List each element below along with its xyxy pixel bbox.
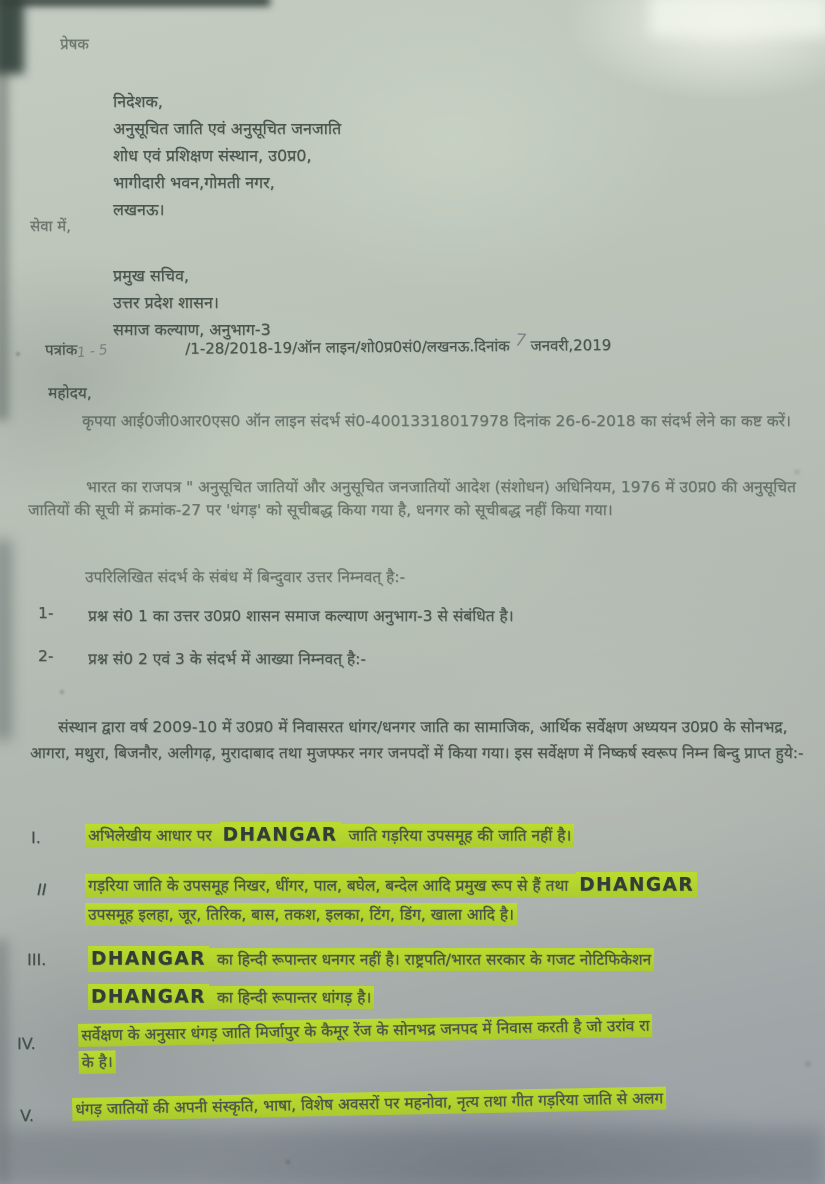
dhangar-word: DHANGAR [576, 872, 697, 898]
address-line: अनुसूचित जाति एवं अनुसूचित जनजाति [113, 119, 342, 138]
address-line: भागीदारी भवन,गोमती नगर, [113, 173, 275, 192]
sender-label: प्रेषक [60, 35, 89, 53]
finding-item [85, 822, 790, 848]
finding-text-segment: का हिन्दी रूपान्तर धांगड़ है। [209, 986, 374, 1009]
dhangar-word: DHANGAR [220, 822, 341, 848]
finding-item [85, 870, 823, 929]
finding-text-segment: जाति गड़रिया उपसमूह की जाति नहीं है। [341, 824, 575, 847]
finding-numeral: I. [31, 828, 41, 847]
letter-date-suffix: जनवरी,2019 [530, 336, 612, 355]
finding-item [78, 1009, 821, 1076]
finding-numeral: IV. [17, 1034, 36, 1053]
recipient-address [113, 262, 271, 343]
finding-text-segment: गड़रिया जाति के उपसमूह निखर, धींगर, पाल, बघेल, बन्देल आदि प्रमुख रूप से हैं तथा [85, 874, 576, 897]
finding-item [72, 1083, 820, 1122]
finding-numeral: V. [20, 1106, 34, 1125]
letter-number-body: /1-28/2018-19/ऑन लाइन/शो0प्र0सं0/लखनऊ.दिनांक [185, 336, 510, 358]
finding-text-segment: का हिन्दी रूपान्तर धनगर नहीं है। राष्ट्रपति/भारत सरकार के गजट नोटिफिकेशन [209, 948, 654, 971]
handwritten-date-day: 7 [514, 330, 527, 352]
finding-item [88, 940, 820, 1016]
address-line: निदेशक, [113, 92, 163, 111]
finding-text-segment: अभिलेखीय आधार पर [85, 824, 220, 847]
address-line: लखनऊ। [113, 200, 165, 219]
paragraph-pointwise-intro: उपरिलिखित संदर्भ के संबंध में बिन्दुवार उत्तर निम्नवत् है:- [85, 568, 406, 586]
letter-number-prefix: पत्रांक [44, 340, 78, 359]
finding-numeral: III. [27, 950, 47, 969]
answer-number: 2- [38, 647, 54, 665]
answer-text: प्रश्न सं0 1 का उत्तर उ0प्र0 शासन समाज कल्याण अनुभाग-3 से संबंधित है। [88, 607, 514, 625]
paragraph-gazette: भारत का राजपत्र " अनुसूचित जातियों और अनुसूचित जनजातियों आदेश (संशोधन) अधिनियम, 1976 में उ0प्र0 की अनुसूचित जातियों की सूची में क्रमांक-27 पर 'धंगड़' को सूचीबद्ध किया गया है, धनगर को सूचीबद्ध नहीं किया गया। [28, 478, 796, 519]
finding-numeral: II [37, 880, 47, 899]
letter-number-line [44, 330, 820, 362]
sender-address [113, 88, 341, 223]
finding-text-segment: के है। [78, 1050, 115, 1074]
address-line: उत्तर प्रदेश शासन। [113, 293, 219, 312]
recipient-label: सेवा में, [30, 217, 71, 235]
address-line: प्रमुख सचिव, [113, 266, 189, 285]
salutation: महोदय, [48, 384, 92, 402]
dhangar-word: DHANGAR [88, 984, 209, 1010]
paragraph-reference-request: कृपया आई0जी0आर0एस0 ऑन लाइन संदर्भ सं0-40013318017978 दिनांक 26-6-2018 का संदर्भ लेने का कष्ट करें। [82, 412, 791, 430]
finding-text-segment: उपसमूह इलहा, जूर, तिरिक, बास, तकश, इलका, टिंग, डिंग, खाला आदि है। [85, 903, 517, 926]
finding-text-segment: सर्वेक्षण के अनुसार धंगड़ जाति मिर्जापुर के कैमूर रेंज के सोनभद्र जनपद में निवास करती है जो उरांव रा [78, 1013, 653, 1046]
answer-text: प्रश्न सं0 2 एवं 3 के संदर्भ में आख्या निम्नवत् है:- [88, 650, 366, 668]
finding-text-segment: धंगड़ जातियों की अपनी संस्कृति, भाषा, विशेष अवसरों पर महनोवा, नृत्य तथा गीत गड़रिया जाति से अलग [72, 1086, 666, 1120]
address-line: समाज कल्याण, अनुभाग-3 [113, 320, 271, 339]
address-line: शोध एवं प्रशिक्षण संस्थान, उ0प्र0, [113, 146, 312, 165]
handwritten-letter-number: 1-5 [76, 341, 113, 362]
answer-number: 1- [38, 604, 54, 622]
dhangar-word: DHANGAR [88, 946, 209, 972]
paragraph-survey: संस्थान द्वारा वर्ष 2009-10 में उ0प्र0 में निवासरत धांगर/धनगर जाति का सामाजिक, आर्थिक सर्वेक्षण अध्ययन उ0प्र0 के सोनभद्र, आगरा, मथुरा, बिजनौर, अलीगढ़, मुरादाबाद तथा मुजफ्फर नगर जनपदों में किया गया। इस सर्वेक्षण में निष्कर्ष स्वरूप निम्न बिन्दु प्राप्त हुये:- [30, 718, 804, 762]
